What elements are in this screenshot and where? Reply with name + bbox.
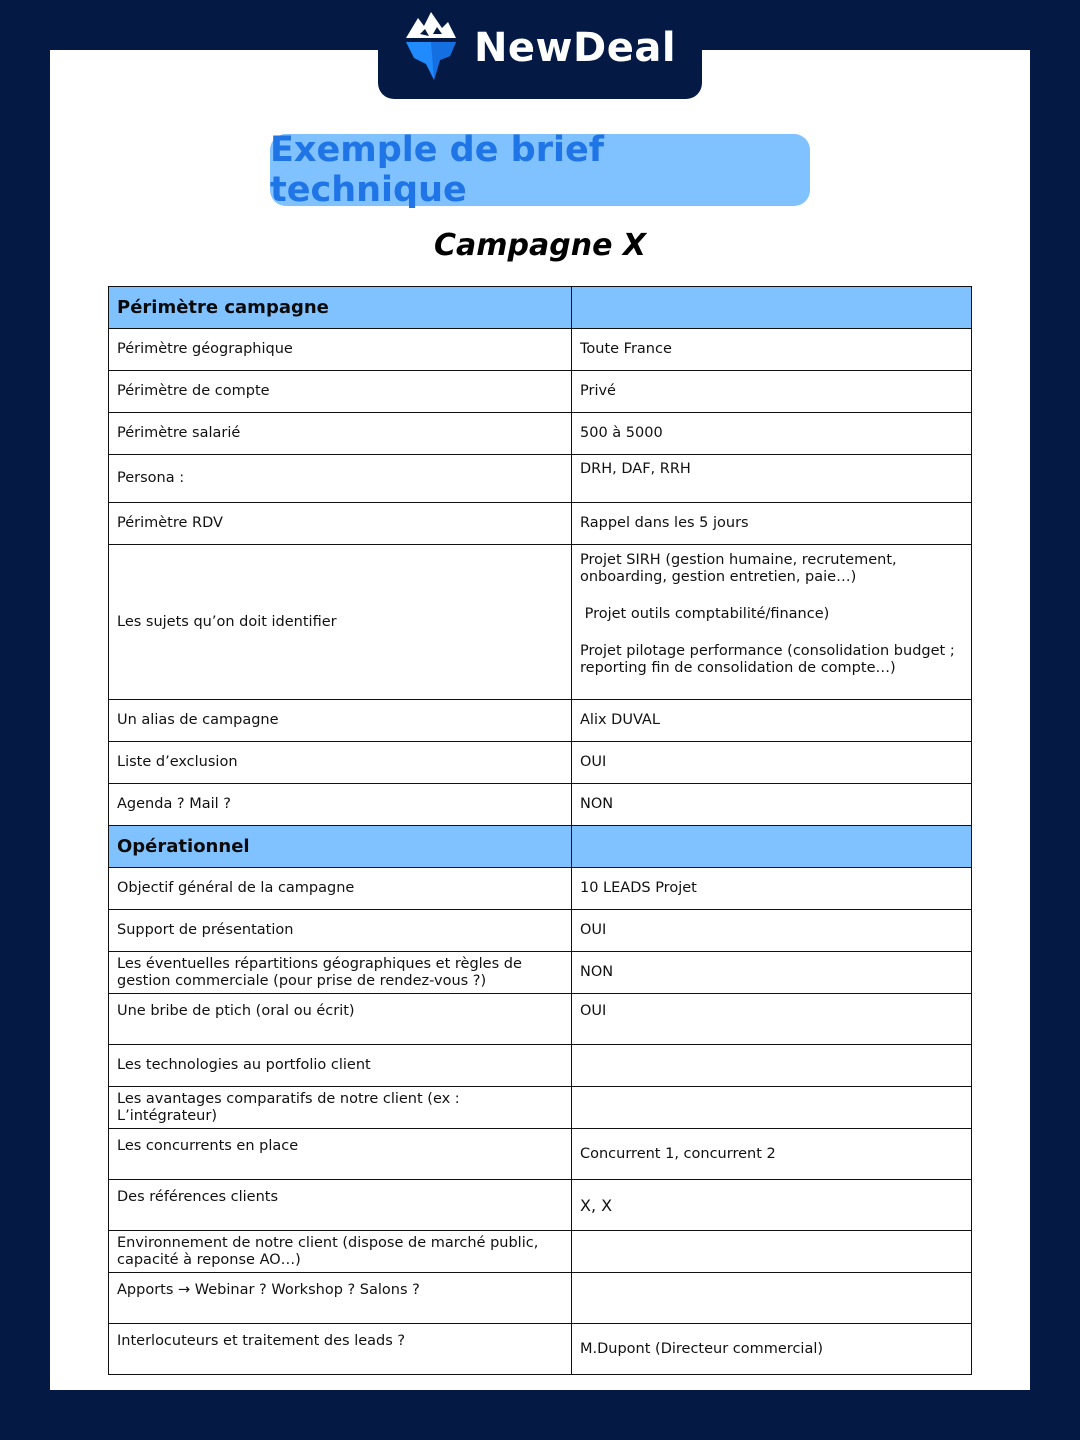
table-row: [109, 329, 972, 371]
row-value: 500 à 5000: [572, 413, 972, 455]
row-label: Périmètre RDV: [109, 503, 572, 545]
table-row: [109, 413, 972, 455]
row-value: OUI: [572, 910, 972, 952]
table-row: [109, 1087, 972, 1129]
row-label: Une bribe de ptich (oral ou écrit): [109, 994, 572, 1045]
table-row: [109, 742, 972, 784]
section-header: [109, 826, 972, 868]
table-row: [109, 503, 972, 545]
row-label: Les avantages comparatifs de notre client (ex : L’intégrateur): [109, 1087, 572, 1129]
row-value: NON: [572, 784, 972, 826]
row-label: Les sujets qu’on doit identifier: [109, 545, 572, 700]
section-heading: Périmètre campagne: [109, 287, 572, 329]
row-label: Environnement de notre client (dispose de marché public, capacité à reponse AO…): [109, 1231, 572, 1273]
topic-item: Projet outils comptabilité/finance): [580, 606, 830, 622]
row-label: Périmètre salarié: [109, 413, 572, 455]
table-row: [109, 1231, 972, 1273]
section-heading-empty: [572, 826, 972, 868]
section-heading: Opérationnel: [109, 826, 572, 868]
table-row: [109, 994, 972, 1045]
row-value: NON: [572, 952, 972, 994]
brand-header: [378, 0, 702, 99]
row-value: Privé: [572, 371, 972, 413]
row-value: [572, 1273, 972, 1324]
table-row: [109, 1180, 972, 1231]
row-label: Les concurrents en place: [109, 1129, 572, 1180]
row-value: Toute France: [572, 329, 972, 371]
table-row: [109, 868, 972, 910]
row-label: Périmètre géographique: [109, 329, 572, 371]
table-row: [109, 952, 972, 994]
page-title: Exemple de brief technique: [270, 134, 810, 206]
row-value: [572, 1087, 972, 1129]
topic-item: Projet pilotage performance (consolidation budget ; reporting fin de consolidation de compte…): [580, 643, 955, 676]
row-value: X, X: [572, 1180, 972, 1231]
row-value: Rappel dans les 5 jours: [572, 503, 972, 545]
row-label: Les éventuelles répartitions géographiques et règles de gestion commerciale (pour prise de rendez-vous ?): [109, 952, 572, 994]
row-value: [572, 1231, 972, 1273]
row-label: Interlocuteurs et traitement des leads ?: [109, 1324, 572, 1375]
table-row: [109, 545, 972, 700]
row-value: [572, 1045, 972, 1087]
brief-table: [108, 286, 972, 1375]
row-value: Concurrent 1, concurrent 2: [572, 1129, 972, 1180]
table-row: [109, 371, 972, 413]
iceberg-icon: [404, 10, 458, 82]
row-label: Des références clients: [109, 1180, 572, 1231]
brand-name: NewDeal: [473, 24, 677, 71]
section-header: [109, 287, 972, 329]
table-row: [109, 910, 972, 952]
row-value: OUI: [572, 742, 972, 784]
row-value: 10 LEADS Projet: [572, 868, 972, 910]
table-row: [109, 1129, 972, 1180]
table-row: [109, 700, 972, 742]
table-row: [109, 455, 972, 503]
section-heading-empty: [572, 287, 972, 329]
row-value: M.Dupont (Directeur commercial): [572, 1324, 972, 1375]
row-value-topics: [572, 545, 972, 700]
row-label: Support de présentation: [109, 910, 572, 952]
row-value: OUI: [572, 994, 972, 1045]
table-row: [109, 1324, 972, 1375]
row-label: Agenda ? Mail ?: [109, 784, 572, 826]
row-value: DRH, DAF, RRH: [572, 455, 972, 503]
row-label: Périmètre de compte: [109, 371, 572, 413]
table-row: [109, 1273, 972, 1324]
topic-item: Projet SIRH (gestion humaine, recrutement, onboarding, gestion entretien, paie…): [580, 552, 897, 585]
row-label: Objectif général de la campagne: [109, 868, 572, 910]
row-value: Alix DUVAL: [572, 700, 972, 742]
row-label: Liste d’exclusion: [109, 742, 572, 784]
row-label: Apports → Webinar ? Workshop ? Salons ?: [109, 1273, 572, 1324]
page-subtitle: Campagne X: [434, 228, 646, 263]
row-label: Persona :: [109, 455, 572, 503]
row-label: Les technologies au portfolio client: [109, 1045, 572, 1087]
row-label: Un alias de campagne: [109, 700, 572, 742]
table-row: [109, 1045, 972, 1087]
table-row: [109, 784, 972, 826]
